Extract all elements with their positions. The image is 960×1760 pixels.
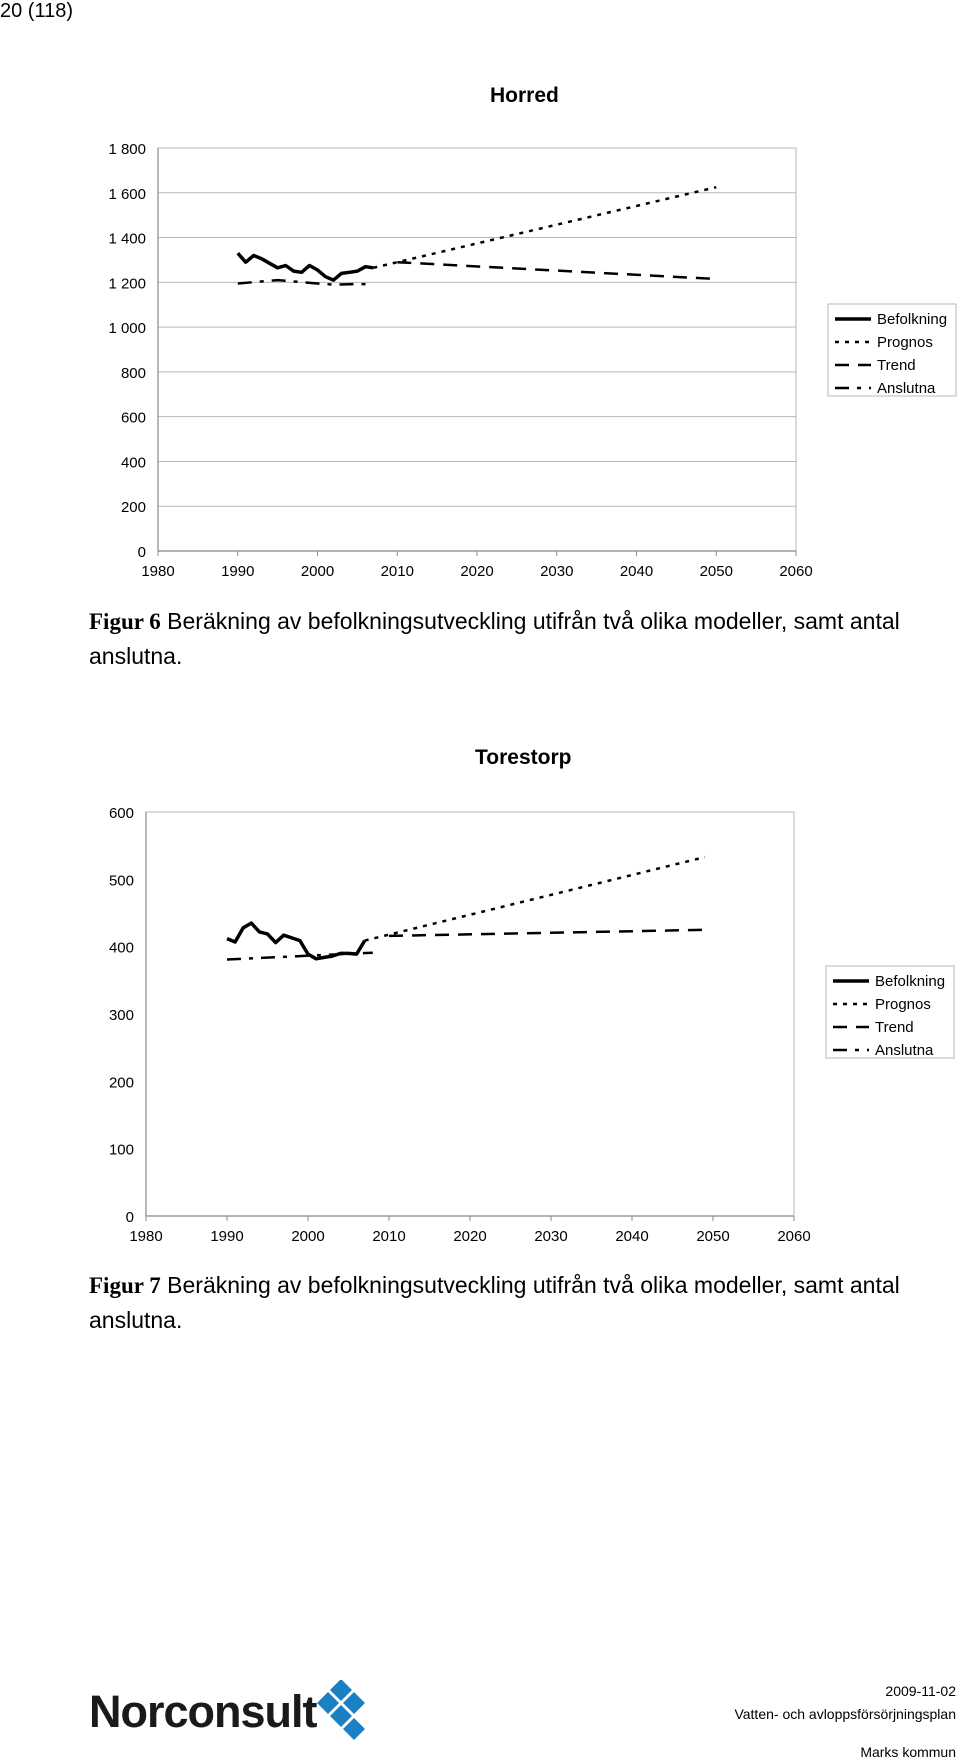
y-tick-label: 800 (120, 364, 146, 382)
y-tick-label: 0 (125, 1209, 134, 1226)
x-tick-label: 1990 (221, 563, 255, 580)
chart-title: Torestorp (475, 746, 572, 769)
y-tick-label: 600 (120, 409, 146, 427)
x-tick-label: 2020 (453, 1228, 487, 1245)
legend-label: Anslutna (875, 1042, 934, 1059)
line-chart (0, 790, 960, 1280)
y-tick-label: 1 400 (108, 230, 146, 248)
legend-label: Prognos (877, 334, 933, 351)
y-tick-label: 400 (108, 939, 134, 957)
footer-organization: Marks kommun (860, 1744, 956, 1760)
figure-text: Beräkning av befolkningsutveckling utifrån två olika modeller, samt antal anslutna. (89, 608, 900, 669)
series-line-trend (397, 262, 716, 279)
legend-label: Befolkning (877, 311, 948, 328)
figure-text: Beräkning av befolkningsutveckling utifrån två olika modeller, samt antal anslutna. (89, 1272, 900, 1333)
figure-label: Figur 6 (89, 609, 161, 634)
y-tick-label: 300 (108, 1007, 134, 1024)
y-tick-label: 100 (108, 1141, 134, 1159)
y-tick-label: 1 200 (108, 275, 146, 293)
x-tick-label: 2000 (291, 1228, 325, 1245)
x-tick-label: 2050 (699, 563, 733, 580)
y-tick-label: 200 (120, 499, 146, 517)
legend-label: Trend (875, 1019, 914, 1036)
logo-diamond-icon (311, 1680, 371, 1740)
series-line-befolkning (227, 923, 365, 959)
series-line-befolkning (238, 253, 373, 280)
series-line-anslutna (227, 953, 373, 960)
x-tick-label: 2040 (615, 1228, 649, 1245)
series-line-prognos (373, 187, 716, 268)
plot-frame (158, 148, 796, 551)
legend-label: Trend (877, 357, 916, 374)
x-tick-label: 2060 (779, 563, 813, 580)
x-tick-label: 2030 (540, 563, 574, 580)
footer-document-title: Vatten- och avloppsförsörjningsplan (734, 1706, 956, 1722)
x-tick-label: 2060 (777, 1228, 811, 1245)
legend-label: Anslutna (877, 380, 936, 397)
figure-caption (89, 1268, 949, 1337)
x-tick-label: 2010 (372, 1228, 406, 1245)
x-tick-label: 2030 (534, 1228, 568, 1245)
y-tick-label: 400 (120, 454, 146, 472)
chart-title: Horred (490, 84, 559, 107)
y-tick-label: 500 (108, 872, 134, 890)
figure-caption (89, 604, 949, 673)
legend-label: Prognos (875, 996, 931, 1013)
page-number: 20 (118) (0, 0, 74, 22)
footer-date: 2009-11-02 (885, 1683, 956, 1699)
x-tick-label: 1980 (141, 563, 175, 580)
x-tick-label: 2010 (380, 563, 414, 580)
x-tick-label: 2040 (619, 563, 654, 580)
series-line-prognos (365, 857, 705, 941)
x-tick-label: 1990 (210, 1228, 244, 1245)
legend-label: Befolkning (875, 973, 946, 990)
plot-frame (146, 812, 794, 1216)
x-tick-label: 2020 (460, 563, 494, 580)
y-tick-label: 1 800 (108, 141, 146, 158)
y-tick-label: 600 (108, 805, 134, 822)
y-tick-label: 1 000 (108, 320, 146, 338)
y-tick-label: 1 600 (108, 185, 146, 203)
x-tick-label: 2050 (696, 1228, 730, 1245)
series-line-trend (389, 930, 705, 936)
y-tick-label: 200 (108, 1074, 134, 1092)
x-tick-label: 2000 (300, 563, 335, 580)
x-tick-label: 1980 (129, 1228, 163, 1245)
figure-label: Figur 7 (89, 1273, 161, 1298)
logo-wordmark: Norconsult (89, 1686, 317, 1737)
y-tick-label: 0 (137, 544, 146, 561)
